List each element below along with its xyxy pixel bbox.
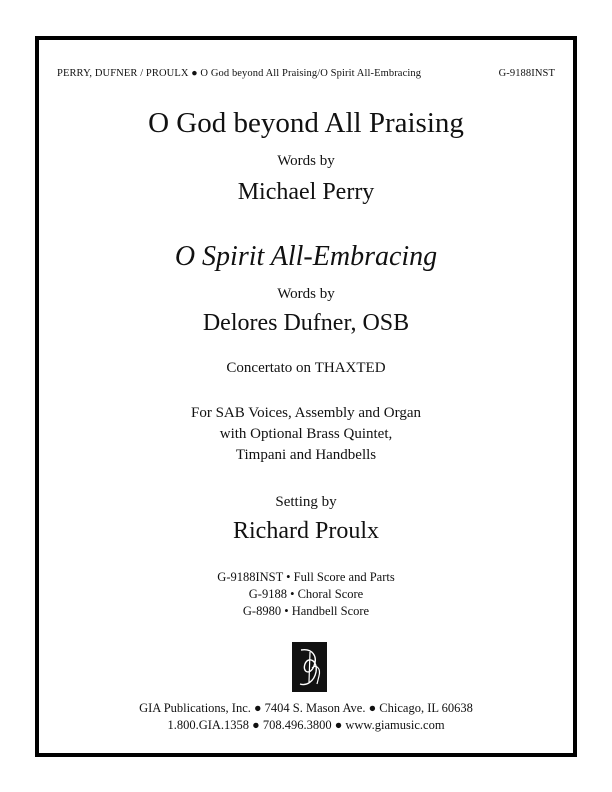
publisher-info [39,700,573,734]
concertato-line [39,359,573,377]
concertato-label: Concertato on [226,360,311,376]
voicing-line: For SAB Voices, Assembly and Organ [190,405,421,421]
running-header-title: PERRY, DUFNER / PROULX ● O God beyond All Praising/O Spirit All-Embracing [57,68,422,79]
catalog-item: G-8980 • Handbell Score [242,604,370,618]
author-2: Delores Dufner, OSB [202,310,410,336]
voicing-line: with Optional Brass Quintet, [219,426,393,442]
running-header [57,67,555,81]
tune-name: THAXTED [314,360,386,376]
voicing-block [39,403,573,466]
author-1: Michael Perry [237,179,375,205]
catalog-item: G-9188INST • Full Score and Parts [217,570,395,584]
publisher-address: GIA Publications, Inc. ● 7404 S. Mason Ave. ● Chicago, IL 60638 [139,701,473,715]
words-by-label-2: Words by [277,286,335,302]
voicing-line: Timpani and Handbells [235,447,377,463]
arranger-name: Richard Proulx [233,518,379,544]
running-header-catalog-number: G-9188INST [498,68,555,79]
hymn-title-2: O Spirit All-Embracing [174,241,438,272]
publisher-contact: 1.800.GIA.1358 ● 708.496.3800 ● www.giamusic.com [167,718,445,732]
cover-frame [35,36,577,757]
hymn-title-1: O God beyond All Praising [148,107,464,139]
setting-by-label: Setting by [275,494,337,510]
words-by-label-1: Words by [277,153,335,169]
gia-logo-icon [292,642,327,692]
catalog-item: G-9188 • Choral Score [248,587,364,601]
catalog-list [39,569,573,620]
